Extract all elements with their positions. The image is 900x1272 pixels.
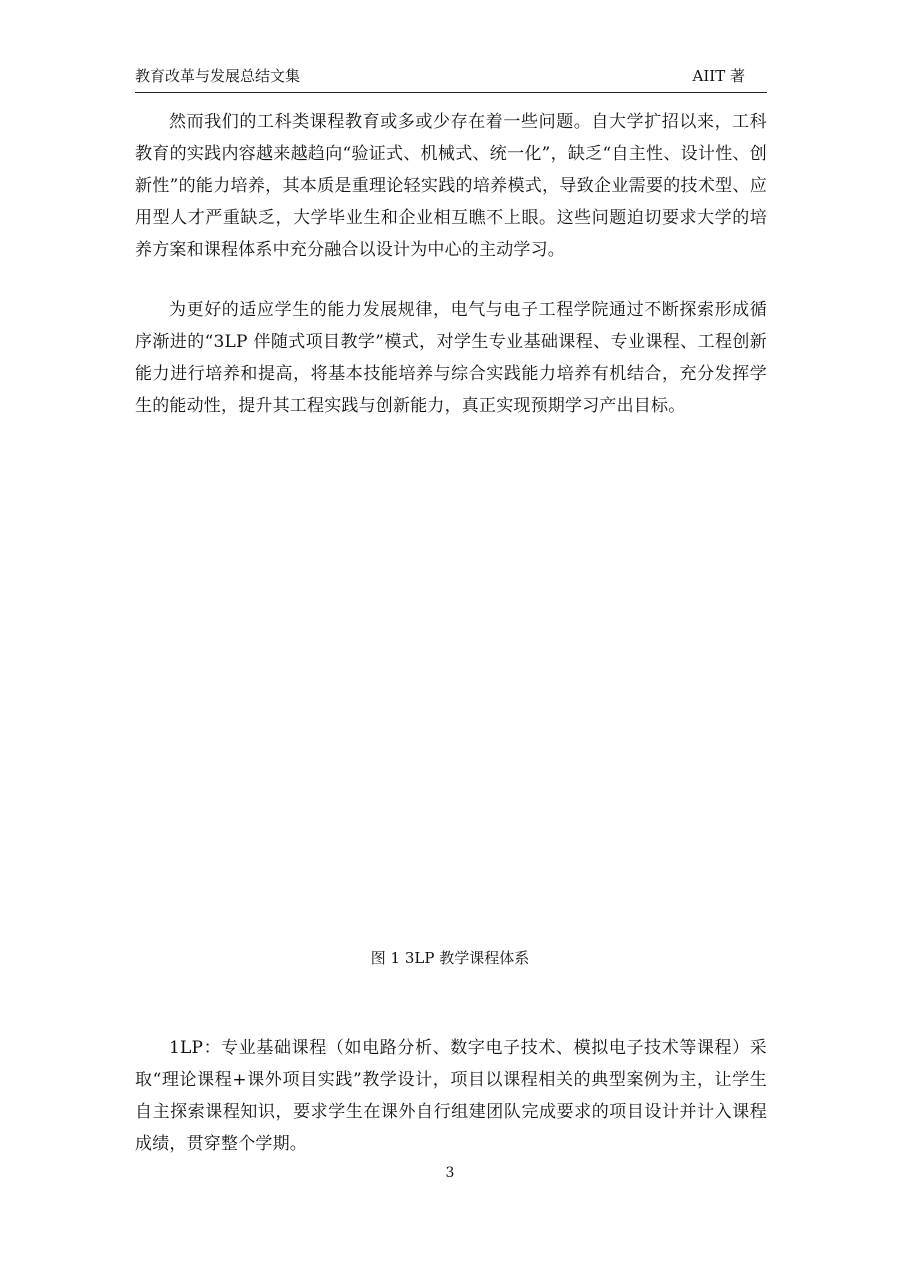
figure-caption: 图 1 3LP 教学课程体系 bbox=[370, 949, 530, 967]
paragraph-3lp-model: 为更好的适应学生的能力发展规律，电气与电子工程学院通过不断探索形成循序渐进的“3LP 伴随式项目教学”模式，对学生专业基础课程、专业课程、工程创新能力进行培养和提高，将基本技能培养与综合实践能力培养有机结合，充分发挥学生的能动性，提升其工程实践与创新能力，真正实现预期学习产出目标。 bbox=[135, 300, 767, 416]
page-number: 3 bbox=[445, 1165, 455, 1181]
figure-placeholder bbox=[135, 450, 767, 930]
paragraph-1lp: 1LP：专业基础课程（如电路分析、数字电子技术、模拟电子技术等课程）采取“理论课程+课外项目实践”教学设计，项目以课程相关的典型案例为主，让学生自主探索课程知识，要求学生在课外自行组建团队完成要求的项目设计并计入课程成绩，贯穿整个学期。 bbox=[135, 1038, 767, 1154]
author-label: AIIT 著 bbox=[692, 67, 745, 85]
paragraph-problems: 然而我们的工科类课程教育或多或少存在着一些问题。自大学扩招以来，工科教育的实践内容越来越趋向“验证式、机械式、统一化”，缺乏“自主性、设计性、创新性”的能力培养，其本质是重理论轻实践的培养模式，导致企业需要的技术型、应用型人才严重缺乏，大学毕业生和企业相互瞧不上眼。这些问题迫切要求大学的培养方案和课程体系中充分融合以设计为中心的主动学习。 bbox=[135, 112, 767, 260]
page-header bbox=[135, 66, 767, 93]
book-title: 教育改革与发展总结文集 bbox=[135, 67, 301, 85]
